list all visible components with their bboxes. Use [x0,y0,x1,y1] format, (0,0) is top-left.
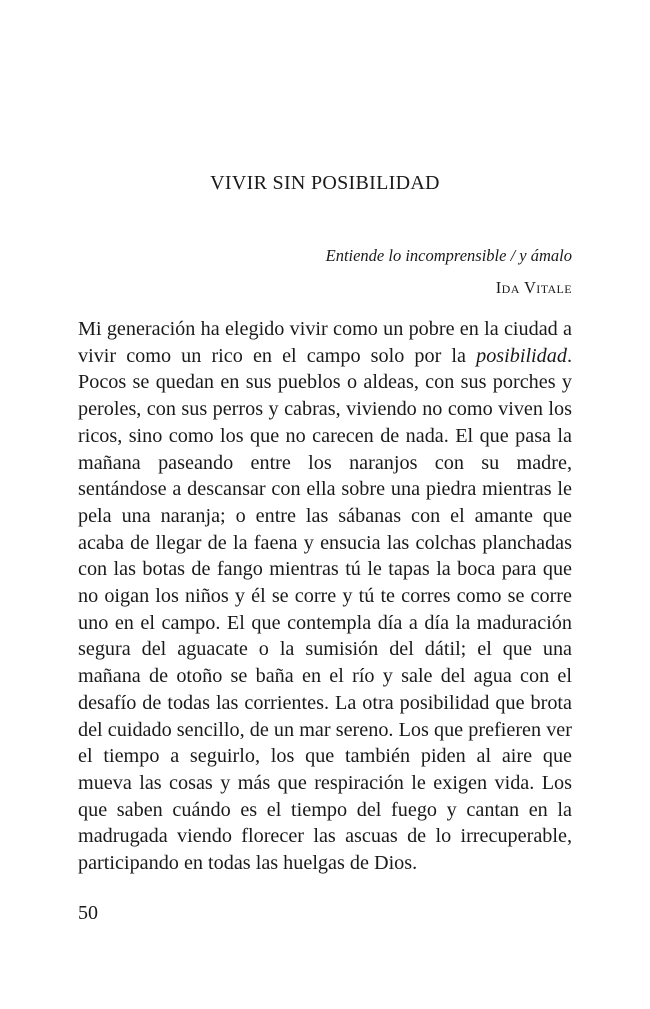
epigraph-quote: Entiende lo incomprensible / y ámalo [325,246,572,265]
epigraph-author: Ida Vitale [495,278,572,297]
body-paragraph [78,316,572,877]
book-page [78,0,572,1009]
body-text-start: Mi generación ha elegido vivir como un pobre en la ciudad a vivir como un rico en el campo solo por la [78,318,572,367]
page-number: 50 [78,902,98,924]
chapter-title: VIVIR SIN POSIBILIDAD [210,172,440,194]
body-text-emphasis: posibilidad [476,344,567,367]
body-text-rest: . Pocos se quedan en sus pueblos o aldeas, con sus porches y peroles, con sus perros y cabras, viviendo no como viven los ricos, sino como los que no carecen de nada. El que pasa la mañana paseando entre los naranjos con su madre, sentándose a descansar con ella sobre una piedra mientras le pela una naranja; o entre las sábanas con el amante que acaba de llegar de la faena y ensucia las colchas planchadas con las botas de fango mientras tú le tapas la boca para que no oigan los niños y él se corre y tú te corres como se corre uno en el campo. El que contempla día a día la maduración segura del aguacate o la sumisión del dátil; el que una mañana de otoño se baña en el río y sale del agua con el desafío de todas las corrientes. La otra posibilidad que brota del cuidado sencillo, de un mar sereno. Los que prefieren ver el tiempo a seguirlo, los que también piden al aire que mueva las cosas y más que respiración le exigen vida. Los que saben cuándo es el tiempo del fuego y cantan en la madrugada viendo florecer las ascuas de lo irrecuperable, participando en todas las huelgas de Dios. [78,344,572,875]
